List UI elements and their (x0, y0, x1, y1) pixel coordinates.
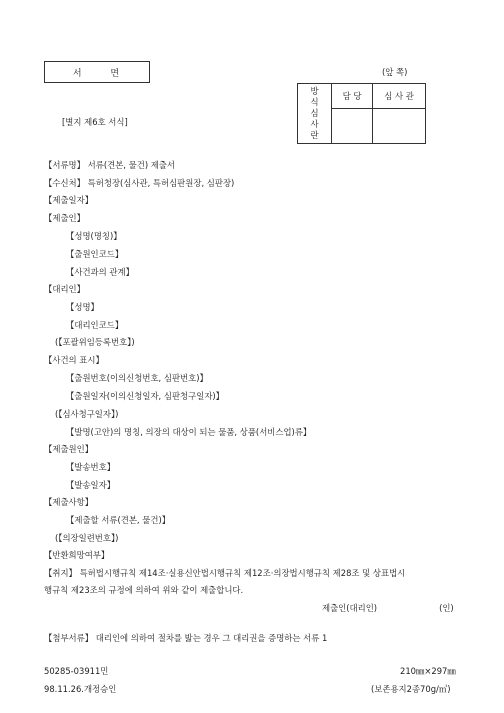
dispatch-number-line: 【발송번호】 (66, 462, 116, 472)
agent-name-line: 【성명】 (66, 302, 99, 312)
doc-name-line: 【서류명】 서류(견본, 물건) 제출서 (44, 160, 176, 170)
case-display-line: 【사건의 표시】 (44, 355, 104, 365)
submit-cause-line: 【제출원인】 (44, 444, 94, 454)
application-number-line: 【출원번호(이의신청번호, 심판번호)】 (66, 373, 208, 383)
signer-label: 제출인(대리인) (322, 603, 378, 613)
approval-col-examiner: 심 사 관 (373, 84, 426, 109)
design-serial-line: (【의장일련번호】) (55, 533, 119, 543)
submit-items-line: 【제출사항】 (44, 497, 94, 507)
footer-paper-size: 210㎜×297㎜ (400, 666, 456, 676)
application-date-line: 【출원일자(이의신청일자, 심판청구일자)】 (66, 391, 225, 401)
form-title (44, 61, 150, 83)
form-number: [별지 제6호 서식] (62, 117, 128, 127)
invention-title-line: 【발명(고안)의 명칭, 의장의 대상이 되는 물품, 상품(서비스업)류】 (66, 427, 312, 437)
approval-col-staff: 담 당 (332, 84, 373, 109)
dispatch-date-line: 【발송일자】 (66, 480, 116, 490)
return-wish-line: 【반환희망여부】 (44, 550, 110, 560)
applicant-code-line: 【출원인코드】 (66, 249, 124, 259)
footer-approval-date: 98.11.26.개정승인 (44, 684, 117, 694)
approval-table (297, 83, 426, 144)
attachments-line: 【첨부서류】 대리인에 의하여 절차를 밟는 경우 그 대리권을 증명하는 서류 1 (44, 633, 328, 643)
submitter-name-line: 【성명(명칭)】 (66, 231, 122, 241)
footer-paper-type: (보존용지2종70g/㎡) (371, 684, 451, 694)
page-side-label: (앞 쪽) (382, 67, 408, 77)
documents-to-submit-line: 【제출할 서류(견본, 물건)】 (66, 515, 171, 525)
general-power-line: (【포괄위임등록번호】) (55, 337, 135, 347)
agent-line: 【대리인】 (44, 284, 86, 294)
approval-row-label: 방 식 심 사 란 (298, 84, 332, 144)
agent-code-line: 【대리인코드】 (66, 320, 124, 330)
purpose-line-2: 행규칙 제23조의 규정에 의하여 위와 같이 제출합니다. (44, 585, 244, 595)
approval-staff-cell[interactable] (332, 109, 373, 144)
footer-code: 50285-03911민 (44, 666, 109, 676)
recipient-line: 【수신처】 특허청장(심사관, 특허심판원장, 심판장) (44, 178, 235, 188)
form-title-text: 서 면 (72, 68, 122, 79)
submitter-line: 【제출인】 (44, 213, 86, 223)
purpose-line-1: 【취지】 특허법시행규칙 제14조·실용신안법시행규칙 제12조·의장법시행규칙 제28조 및 상표법시 (44, 568, 406, 578)
approval-examiner-cell[interactable] (373, 109, 426, 144)
signer-line (322, 603, 454, 613)
submit-date-line: 【제출일자】 (44, 195, 94, 205)
exam-request-date-line: (【심사청구일자】) (55, 409, 119, 419)
seal-mark: (인) (439, 603, 454, 613)
case-relation-line: 【사건과의 관계】 (66, 267, 134, 277)
